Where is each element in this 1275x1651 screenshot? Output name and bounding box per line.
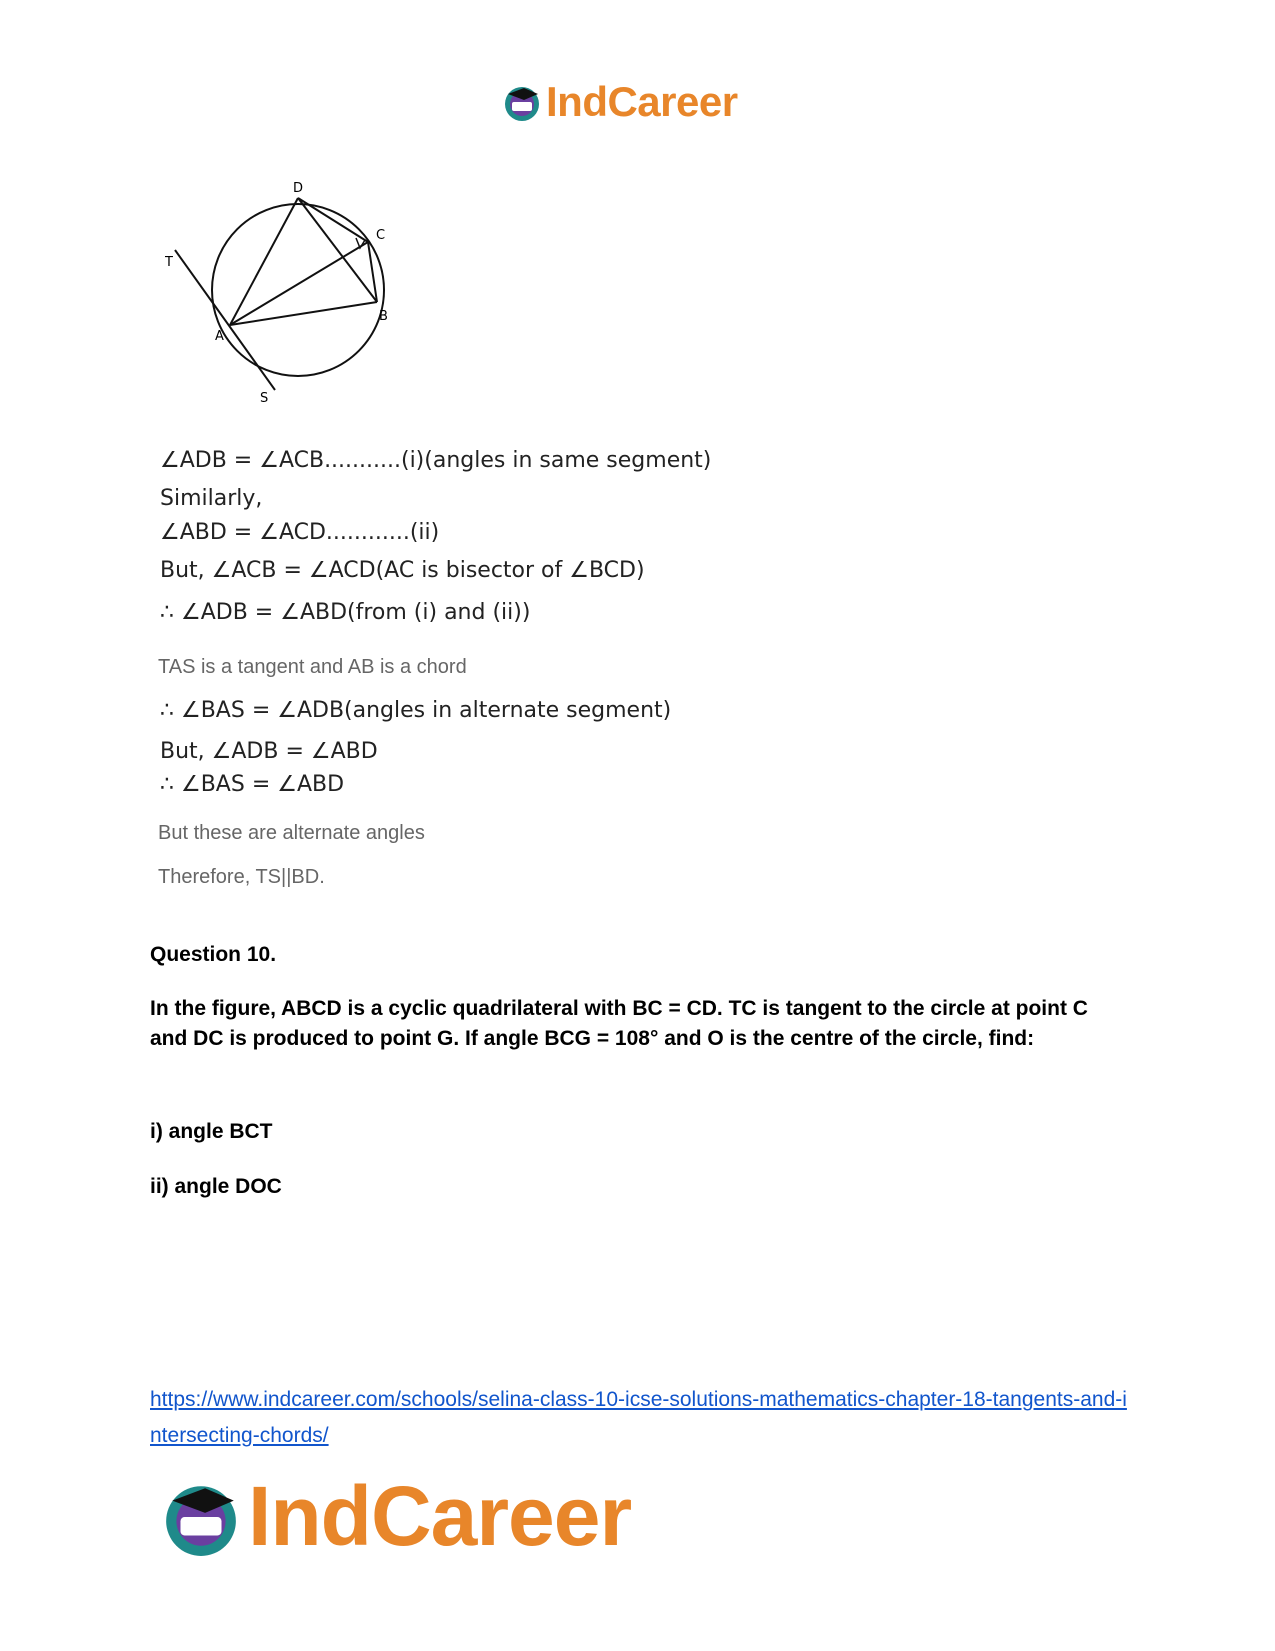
geometry-figure [165,180,425,410]
label-d: D [293,181,304,196]
label-b: B [379,309,388,324]
question-body: In the figure, ABCD is a cyclic quadrilateral with BC = CD. TC is tangent to the circle at point C and DC is produced to point G. If angle BCG = 108° and O is the centre of the circle, find: [150,997,1088,1050]
header-logo [502,78,738,126]
solution-line-4: But, ∠ACB = ∠ACD(AC is bisector of ∠BCD) [160,558,645,583]
question-part-2: ii) angle DOC [150,1175,282,1198]
source-link[interactable]: https://www.indcareer.com/schools/selina-class-10-icse-solutions-mathematics-chapter-18-tangents-and-intersecting-chords/ [150,1388,1127,1447]
question-part-1: i) angle BCT [150,1120,273,1143]
brand-name: IndCareer [546,78,738,125]
solution-line-3: ∠ABD = ∠ACD............(ii) [160,520,440,545]
graduation-cap-logo-icon [502,82,542,122]
question-title: Question 10. [150,943,277,966]
solution-line-7: But, ∠ADB = ∠ABD [160,739,378,764]
label-t: T [165,255,173,270]
solution-line-2: Similarly, [160,486,263,511]
solution-note-2: But these are alternate angles [158,822,425,844]
label-a: A [215,329,224,344]
footer-logo [160,1468,631,1565]
solution-note-3: Therefore, TS||BD. [158,866,325,888]
solution-line-5: ∴ ∠ADB = ∠ABD(from (i) and (ii)) [160,600,531,625]
brand-name: IndCareer [248,1469,632,1563]
solution-note-1: TAS is a tangent and AB is a chord [158,656,467,678]
label-c: C [376,228,386,243]
solution-line-6: ∴ ∠BAS = ∠ADB(angles in alternate segment) [160,698,672,723]
solution-line-1: ∠ADB = ∠ACB...........(i)(angles in same segment) [160,448,712,473]
graduation-cap-logo-icon [160,1476,242,1558]
label-s: S [260,391,269,406]
solution-line-8: ∴ ∠BAS = ∠ABD [160,772,345,797]
